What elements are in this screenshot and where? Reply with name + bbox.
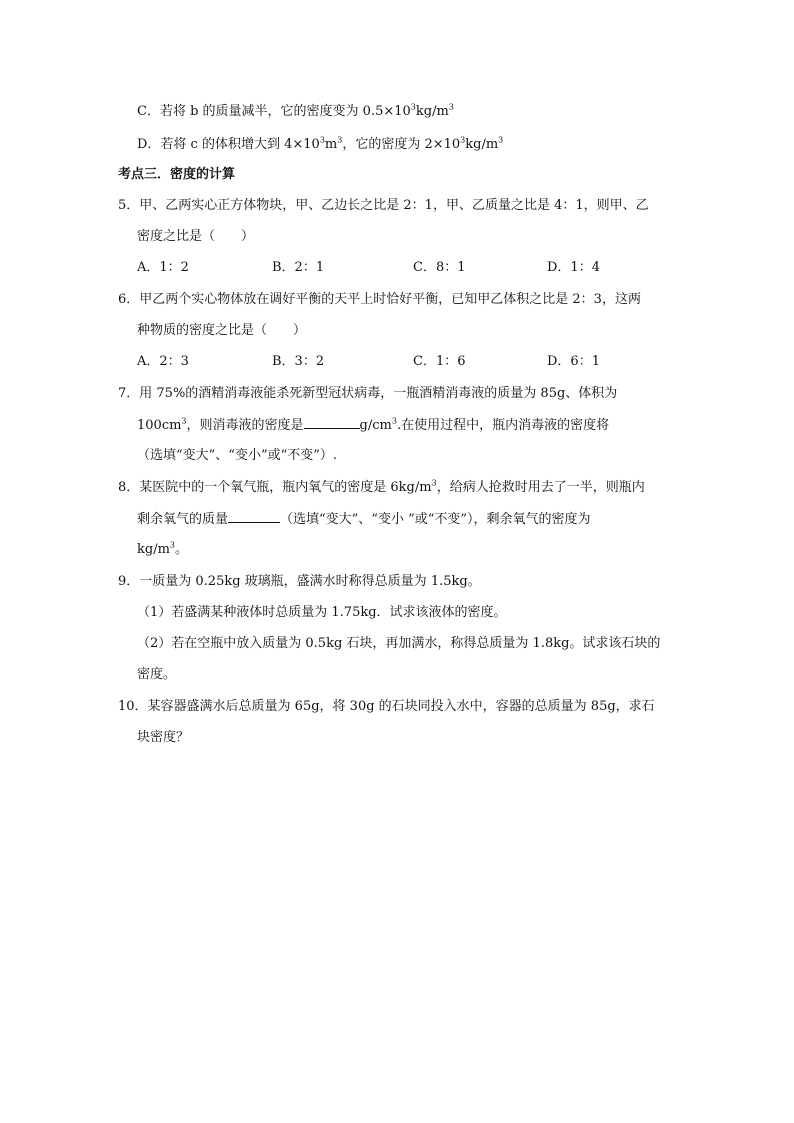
unit-text: m bbox=[324, 137, 338, 152]
unit-text: g/cm bbox=[359, 418, 392, 433]
superscript: 3 bbox=[337, 135, 343, 145]
q9-sub-2-cont: 密度。 bbox=[137, 667, 177, 682]
q4-option-c-text: C．若将 b 的质量减半，它的密度变为 0.5×10 bbox=[137, 104, 411, 119]
q4-option-d bbox=[137, 136, 503, 154]
q9-sub-1: （1）若盛满某种液体时总质量为 1.75kg．试求该液体的密度。 bbox=[137, 605, 507, 620]
superscript: 3 bbox=[431, 478, 437, 488]
q7-volume-text: 100cm bbox=[137, 418, 182, 433]
q6-option-d: D．6：1 bbox=[547, 354, 600, 369]
unit-text: kg/m bbox=[137, 542, 170, 557]
q5-line-2: 密度之比是（ ） bbox=[137, 229, 255, 244]
superscript: 3 bbox=[448, 102, 454, 112]
q7-question-text: ，则消毒液的密度是 bbox=[186, 418, 304, 433]
q6-option-b: B．3：2 bbox=[272, 354, 325, 369]
q4-option-d-text-2: ，它的密度为 2×10 bbox=[342, 137, 461, 152]
q8-text-2: ，给病人抢救时用去了一半，则瓶内 bbox=[436, 480, 645, 495]
superscript: 3 bbox=[460, 135, 466, 145]
superscript: 3 bbox=[319, 135, 325, 145]
q6-line-1: 6．甲乙两个实心物体放在调好平衡的天平上时恰好平衡，已知甲乙体积之比是 2：3，这两 bbox=[118, 292, 641, 307]
q7-question-text-2: .在使用过程中，瓶内消毒液的密度将 bbox=[396, 418, 610, 433]
superscript: 3 bbox=[169, 540, 175, 550]
q9-line-1: 9．一质量为 0.25kg 玻璃瓶，盛满水时称得总质量为 1.5kg。 bbox=[118, 574, 481, 589]
q5-option-a: A．1：2 bbox=[137, 260, 189, 275]
q5-line-1: 5．甲、乙两实心正方体物块，甲、乙边长之比是 2：1，甲、乙质量之比是 4：1，则甲、乙 bbox=[118, 198, 649, 213]
q5-option-d: D．1：4 bbox=[547, 260, 600, 275]
superscript: 3 bbox=[498, 135, 504, 145]
q9-sub-2: （2）若在空瓶中放入质量为 0.5kg 石块，再加满水，称得总质量为 1.8kg。试求该石块的 bbox=[137, 636, 661, 651]
q6-line-2: 种物质的密度之比是（ ） bbox=[137, 323, 307, 338]
q5-option-c: C．8：1 bbox=[413, 260, 466, 275]
q6-option-a: A．2：3 bbox=[137, 354, 189, 369]
q8-text-4: （选填“变大”、“变小 ”或“不变”），剩余氧气的密度为 bbox=[280, 512, 591, 527]
superscript: 3 bbox=[391, 416, 397, 426]
punctuation: 。 bbox=[175, 542, 189, 557]
q5-option-b: B．2：1 bbox=[272, 260, 325, 275]
q8-line-1 bbox=[118, 479, 645, 497]
q10-line-1: 10．某容器盛满水后总质量为 65g，将 30g 的石块同投入水中，容器的总质量为 85g，求石 bbox=[118, 699, 655, 714]
q4-option-d-text: D．若将 c 的体积增大到 4×10 bbox=[137, 137, 320, 152]
superscript: 3 bbox=[410, 102, 416, 112]
unit-text: kg/m bbox=[415, 104, 449, 119]
q8-line-3 bbox=[137, 541, 188, 559]
q7-line-1: 7．用 75%的酒精消毒液能杀死新型冠状病毒，一瓶酒精消毒液的质量为 85g、体积为 bbox=[118, 386, 618, 401]
q7-line-2 bbox=[137, 416, 609, 434]
q6-option-c: C．1：6 bbox=[413, 354, 466, 369]
q8-line-2 bbox=[137, 510, 591, 528]
q8-text: 8．某医院中的一个氧气瓶，瓶内氧气的密度是 6kg/m bbox=[118, 480, 432, 495]
q4-option-c bbox=[137, 103, 454, 121]
answer-blank[interactable] bbox=[304, 416, 360, 429]
q8-text-3: 剩余氧气的质量 bbox=[137, 512, 229, 527]
q10-line-2: 块密度？ bbox=[137, 730, 190, 745]
q7-line-3: （选填“变大”、“变小”或“不变”）. bbox=[137, 448, 338, 463]
answer-blank[interactable] bbox=[228, 510, 280, 523]
superscript: 3 bbox=[181, 416, 187, 426]
unit-text: kg/m bbox=[465, 137, 499, 152]
section-heading: 考点三．密度的计算 bbox=[118, 167, 236, 182]
